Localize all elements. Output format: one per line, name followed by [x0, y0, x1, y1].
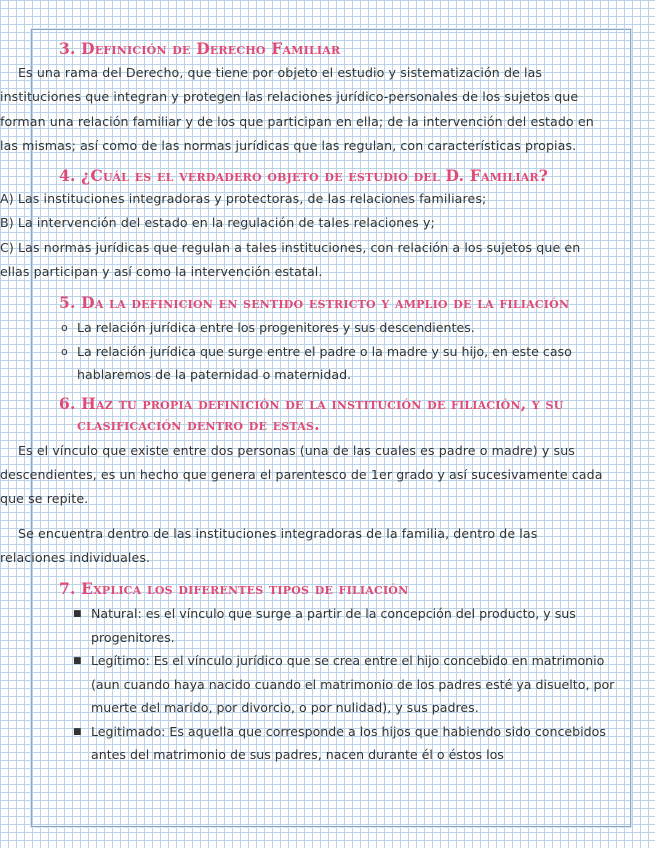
list-item: o La relación jurídica que surge entre el padre o la madre y su hijo, en este caso hablaremos de la paternidad o maternidad. — [77, 340, 617, 387]
square-bullet-icon: ■ — [73, 609, 82, 620]
document-content — [0, 38, 643, 767]
section-4-item-c: C) Las normas jurídicas que regulan a tales instituciones, con relación a los sujetos que en ellas participan y así como la intervención estatal. — [0, 239, 581, 280]
list-item: ■ Natural: es el vínculo que surge a partir de la concepción del producto, y sus progenitores. — [91, 602, 625, 649]
section-6-heading-line1: 6. Haz tu propia definición de la institución de filiación, y su — [59, 393, 564, 413]
circle-bullet-icon: o — [61, 321, 68, 335]
section-6-paragraph-1: Es el vínculo que existe entre dos personas (una de las cuales es padre o madre) y sus descendientes, es un hecho que genera el parentesco de 1er grado y así sucesivamente cada que se repite. — [0, 442, 603, 507]
list-item: o La relación jurídica entre los progenitores y sus descendientes. — [77, 316, 617, 340]
section-5-heading: 5. Da la definicion en sentido estricto y amplio de la filiación — [59, 293, 570, 313]
section-6-heading — [0, 393, 643, 435]
section-7-heading: 7. Explica los diferentes tipos de filiación — [59, 579, 409, 599]
section-4-list — [0, 187, 612, 284]
section-3-heading: 3. Definición de Derecho Familiar — [59, 39, 341, 58]
list-item: ■ Legitimado: Es aquella que corresponde a los hijos que habiendo sido concebidos antes del matrimonio de sus padres, nacen durante él o éstos los — [91, 720, 625, 767]
section-7-list — [0, 602, 625, 767]
list-item: ■ Legítimo: Es el vínculo jurídico que se crea entre el hijo concebido en matrimonio (aun cuando haya nacido cuando el matrimonio de los padres esté ya disuelto, por muerte del marido, por divorcio, o por nulidad), y sus padres. — [91, 649, 625, 720]
section-6-paragraph-2: Se encuentra dentro de las instituciones integradoras de la familia, dentro de las relaciones individuales. — [0, 525, 538, 566]
section-3-body: Es una rama del Derecho, que tiene por objeto el estudio y sistematización de las instituciones que integran y protegen las relaciones jurídico-personales de los sujetos que forman una relación familiar y de los que participan en ella; de la intervención del estado en las mismas; así como de las normas jurídicas que las regulan, con características propias. — [0, 65, 594, 153]
section-4-heading: 4. ¿Cuál es el verdadero objeto de estudio del D. Familiar? — [59, 166, 549, 186]
circle-bullet-icon: o — [61, 344, 68, 358]
square-bullet-icon: ■ — [73, 726, 82, 737]
section-6-heading-line2: clasificación dentro de estas. — [77, 414, 320, 434]
section-4-item-a: A) Las instituciones integradoras y protectoras, de las relaciones familiares; — [0, 191, 487, 207]
section-5-list — [0, 316, 617, 387]
square-bullet-icon: ■ — [73, 656, 82, 667]
section-4-item-b: B) La intervención del estado en la regulación de tales relaciones y; — [0, 215, 435, 231]
